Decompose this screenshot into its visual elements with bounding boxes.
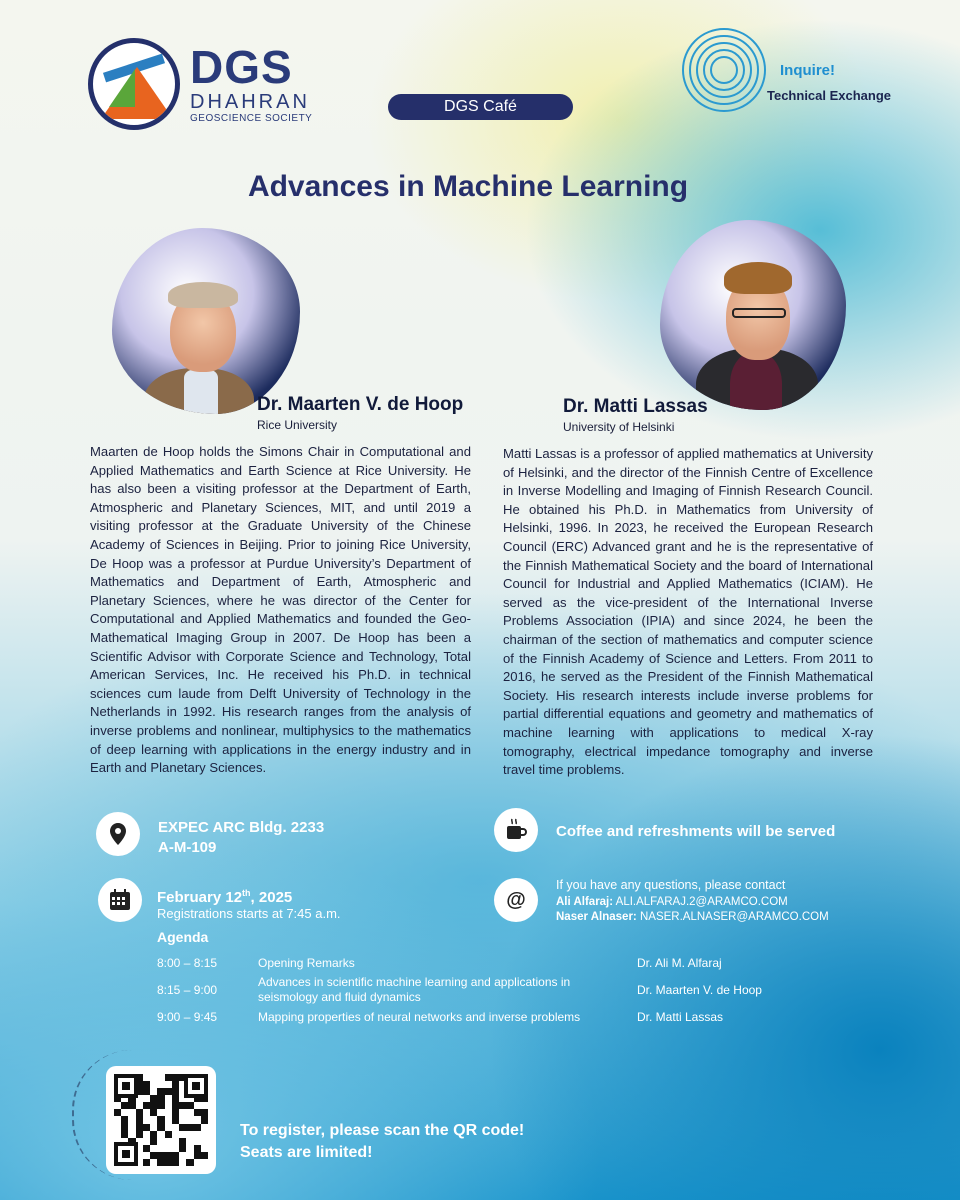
agenda-time: 9:00 – 9:45 bbox=[157, 1010, 218, 1024]
dgs-emblem-icon bbox=[88, 38, 180, 130]
agenda-heading: Agenda bbox=[157, 929, 209, 945]
agenda-speaker: Dr. Ali M. Alfaraj bbox=[637, 956, 722, 970]
page-title: Advances in Machine Learning bbox=[247, 170, 689, 203]
dgs-logo bbox=[88, 36, 318, 132]
event-date: February 12th, 2025 bbox=[157, 888, 293, 906]
registration-time: Registrations starts at 7:45 a.m. bbox=[157, 906, 341, 921]
dgs-line2: GEOSCIENCE SOCIETY bbox=[190, 113, 313, 124]
location-pin-icon bbox=[96, 812, 140, 856]
register-note: To register, please scan the QR code! Seats are limited! bbox=[240, 1122, 525, 1161]
at-sign-icon: @ bbox=[494, 878, 538, 922]
qr-code[interactable] bbox=[106, 1066, 216, 1174]
agenda-speaker: Dr. Matti Lassas bbox=[637, 1010, 724, 1024]
coffee-cup-icon bbox=[494, 808, 538, 852]
speaker-1-bio: Maarten de Hoop holds the Simons Chair in Computational and Applied Mathematics and Earth Science at Rice University. He has also been a visiting professor at the Department of Earth, Atmospheric and Planetary Sciences, MIT, and until 2019 a visiting professor at the Graduate University of the Chinese Academy of Sciences in Beijing. Prior to joining Rice University, De Hoop was a professor at Purdue University’s Department of Mathematics and Department of Earth, Atmospheric and Planetary Sciences, where he was director of the Center for Computational and Applied Mathematics and founded the Geo-Mathematical Imaging Group in 2007. De Hoop has been a Scientific Advisor with Corporate Science and Technology, Total American Services, Inc. He received his Ph.D. in technical sciences cum laude from Delft University of Technology in the Netherlands in 1992. His research ranges from the analysis of inverse problems and nonlinear, multiphysics to the mathematics of deep learning with applications in the energy industry and in Earth and Planetary Sciences. bbox=[90, 444, 471, 776]
event-series-badge: DGS Café bbox=[388, 94, 573, 120]
speaker-2-photo bbox=[660, 220, 846, 410]
calendar-icon bbox=[98, 878, 142, 922]
agenda-time: 8:15 – 9:00 bbox=[157, 983, 218, 997]
agenda-topic: Advances in scientific machine learning and applications in seismology and fluid dynamics bbox=[258, 975, 571, 1004]
speaker-1-affiliation: Rice University bbox=[257, 418, 338, 432]
dgs-abbr: DGS bbox=[190, 41, 293, 93]
dgs-line1: DHAHRAN bbox=[190, 91, 310, 113]
speaker-1-photo bbox=[112, 228, 300, 414]
contact-email-link[interactable]: NASER.ALNASER@ARAMCO.COM bbox=[639, 911, 829, 923]
agenda-topic: Mapping properties of neural networks and inverse problems bbox=[258, 1010, 581, 1024]
speaker-1-name: Dr. Maarten V. de Hoop bbox=[257, 394, 464, 415]
location-room: A-M-109 bbox=[158, 839, 217, 856]
refreshments-text: Coffee and refreshments will be served bbox=[556, 823, 836, 840]
agenda-topic: Opening Remarks bbox=[258, 956, 355, 970]
contact-intro: If you have any questions, please contact bbox=[556, 878, 786, 892]
speaker-2-affiliation: University of Helsinki bbox=[563, 420, 675, 434]
agenda-speaker: Dr. Maarten V. de Hoop bbox=[637, 983, 762, 997]
inquire-logo-icon bbox=[682, 28, 766, 112]
contact-row: Ali Alfaraj: ALI.ALFARAJ.2@ARAMCO.COM bbox=[556, 896, 788, 908]
contact-email-link[interactable]: ALI.ALFARAJ.2@ARAMCO.COM bbox=[615, 896, 788, 908]
location-building: EXPEC ARC Bldg. 2233 bbox=[158, 819, 325, 836]
contact-row: Naser Alnaser: NASER.ALNASER@ARAMCO.COM bbox=[556, 911, 829, 923]
inquire-title: Inquire! bbox=[780, 62, 835, 79]
speaker-2-name: Dr. Matti Lassas bbox=[563, 396, 708, 417]
agenda-time: 8:00 – 8:15 bbox=[157, 956, 218, 970]
inquire-subtitle: Technical Exchange bbox=[767, 88, 892, 103]
speaker-2-bio: Matti Lassas is a professor of applied mathematics at University of Helsinki, and the director of the Finnish Centre of Excellence in Inverse Modelling and Imaging of Finnish Research Council. He obtained his Ph.D. in Mathematics from University of Helsinki, 1996. In 2023, he received the European Research Council (ERC) Advanced grant and he is the representative of the Finnish Mathematical Society and the board of International Council for Industrial and Applied Mathematics (ICIAM). He served as the vice-president of the International Inverse Problems Association (IPIA) and since 2024, he been the chairman of the section of mathematics and computer science of the Finnish Academy of Science and Letters. From 2011 to 2016, he served as the President of the Finnish Mathematical Society. His research interests include inverse problems for partial differential equations and geometry and mathematics of machine learning with applications to medical X-ray tomography, electrical impedance tomography and inverse travel time problems. bbox=[503, 446, 873, 778]
